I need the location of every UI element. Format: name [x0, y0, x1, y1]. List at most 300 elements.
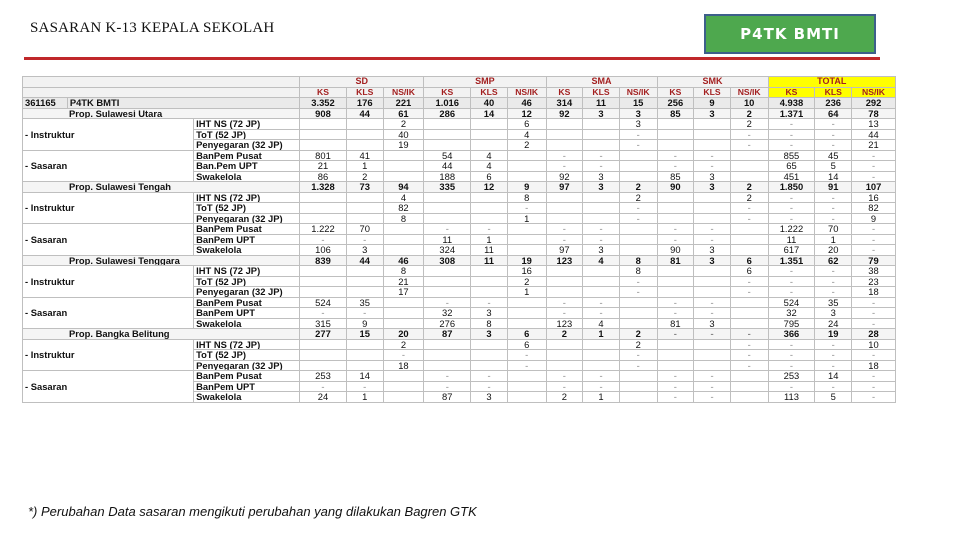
- value-cell: [346, 350, 383, 361]
- value-cell: 14: [815, 171, 852, 182]
- value-cell: -: [471, 224, 508, 235]
- value-cell: 1.222: [768, 224, 815, 235]
- value-cell: 9: [694, 98, 731, 109]
- value-cell: [546, 276, 583, 287]
- table-row: [23, 266, 896, 277]
- value-cell: -: [657, 381, 694, 392]
- table-row: [23, 339, 896, 350]
- value-cell: [471, 360, 508, 371]
- value-cell: -: [852, 150, 896, 161]
- value-cell: [694, 266, 731, 277]
- value-cell: -: [546, 371, 583, 382]
- value-cell: -: [852, 224, 896, 235]
- value-cell: 324: [424, 245, 471, 256]
- value-cell: [619, 308, 657, 319]
- value-cell: [619, 381, 657, 392]
- value-cell: 451: [768, 171, 815, 182]
- value-cell: 123: [546, 255, 583, 266]
- value-cell: [730, 245, 768, 256]
- value-cell: [657, 360, 694, 371]
- value-cell: 91: [815, 182, 852, 193]
- value-cell: 8: [507, 192, 546, 203]
- value-cell: [619, 297, 657, 308]
- value-cell: 41: [346, 150, 383, 161]
- value-cell: [730, 171, 768, 182]
- value-cell: [694, 276, 731, 287]
- province-label: Prop. Bangka Belitung: [23, 329, 300, 340]
- value-cell: 32: [768, 308, 815, 319]
- value-cell: 308: [424, 255, 471, 266]
- activity-label: BanPem UPT: [194, 381, 300, 392]
- category-label: - Instruktur: [23, 266, 194, 298]
- value-cell: 4: [471, 161, 508, 172]
- value-cell: 236: [815, 98, 852, 109]
- table-row: [23, 329, 896, 340]
- value-cell: 107: [852, 182, 896, 193]
- value-cell: [383, 245, 424, 256]
- value-cell: [619, 318, 657, 329]
- value-cell: [346, 129, 383, 140]
- value-cell: [657, 119, 694, 130]
- value-cell: [424, 287, 471, 298]
- value-cell: -: [619, 140, 657, 151]
- value-cell: -: [583, 234, 620, 245]
- value-cell: [507, 245, 546, 256]
- sub-header: KLS: [583, 87, 620, 98]
- value-cell: [383, 171, 424, 182]
- value-cell: 908: [300, 108, 347, 119]
- value-cell: 8: [619, 266, 657, 277]
- value-cell: -: [694, 161, 731, 172]
- value-cell: [471, 129, 508, 140]
- value-cell: 11: [471, 255, 508, 266]
- table-row: [23, 371, 896, 382]
- activity-label: BanPem Pusat: [194, 297, 300, 308]
- category-label: - Instruktur: [23, 339, 194, 371]
- value-cell: [383, 381, 424, 392]
- value-cell: [694, 350, 731, 361]
- value-cell: [694, 119, 731, 130]
- value-cell: 44: [346, 108, 383, 119]
- value-cell: [657, 287, 694, 298]
- value-cell: 85: [657, 108, 694, 119]
- value-cell: 2: [507, 140, 546, 151]
- value-cell: -: [815, 203, 852, 214]
- value-cell: 6: [507, 339, 546, 350]
- value-cell: -: [694, 150, 731, 161]
- value-cell: 2: [346, 171, 383, 182]
- value-cell: -: [657, 392, 694, 403]
- value-cell: [507, 234, 546, 245]
- value-cell: -: [730, 129, 768, 140]
- activity-label: ToT (52 JP): [194, 129, 300, 140]
- value-cell: [694, 213, 731, 224]
- value-cell: [694, 129, 731, 140]
- value-cell: 14: [815, 371, 852, 382]
- value-cell: 92: [546, 171, 583, 182]
- value-cell: -: [815, 129, 852, 140]
- value-cell: [300, 119, 347, 130]
- value-cell: 79: [852, 255, 896, 266]
- value-cell: -: [546, 234, 583, 245]
- sub-header: NS/IK: [619, 87, 657, 98]
- value-cell: [730, 161, 768, 172]
- activity-label: Swakelola: [194, 245, 300, 256]
- value-cell: 11: [583, 98, 620, 109]
- activity-label: Penyegaran (32 JP): [194, 360, 300, 371]
- value-cell: 113: [768, 392, 815, 403]
- value-cell: 188: [424, 171, 471, 182]
- activity-label: Penyegaran (32 JP): [194, 287, 300, 298]
- value-cell: 2: [383, 339, 424, 350]
- value-cell: [694, 192, 731, 203]
- value-cell: -: [730, 213, 768, 224]
- activity-label: IHT NS (72 JP): [194, 266, 300, 277]
- value-cell: -: [300, 234, 347, 245]
- value-cell: 24: [300, 392, 347, 403]
- sub-header: NS/IK: [383, 87, 424, 98]
- value-cell: -: [852, 297, 896, 308]
- value-cell: -: [619, 276, 657, 287]
- value-cell: -: [852, 350, 896, 361]
- value-cell: -: [546, 308, 583, 319]
- value-cell: [583, 287, 620, 298]
- value-cell: 3: [583, 182, 620, 193]
- value-cell: -: [694, 392, 731, 403]
- activity-label: Ban.Pem UPT: [194, 161, 300, 172]
- row-code: 361165: [23, 98, 68, 109]
- value-cell: -: [815, 360, 852, 371]
- value-cell: [471, 192, 508, 203]
- value-cell: [300, 203, 347, 214]
- value-cell: -: [694, 297, 731, 308]
- value-cell: -: [619, 287, 657, 298]
- value-cell: 2: [546, 329, 583, 340]
- value-cell: 3: [471, 329, 508, 340]
- value-cell: -: [546, 297, 583, 308]
- value-cell: -: [346, 308, 383, 319]
- value-cell: [694, 339, 731, 350]
- value-cell: [346, 213, 383, 224]
- value-cell: -: [815, 350, 852, 361]
- value-cell: 82: [852, 203, 896, 214]
- activity-label: IHT NS (72 JP): [194, 339, 300, 350]
- value-cell: -: [730, 329, 768, 340]
- value-cell: 3: [471, 392, 508, 403]
- value-cell: 1: [507, 213, 546, 224]
- value-cell: [383, 150, 424, 161]
- value-cell: -: [657, 161, 694, 172]
- value-cell: -: [768, 213, 815, 224]
- value-cell: 314: [546, 98, 583, 109]
- value-cell: 3: [694, 182, 731, 193]
- value-cell: [730, 392, 768, 403]
- value-cell: -: [546, 381, 583, 392]
- value-cell: 87: [424, 392, 471, 403]
- activity-label: Swakelola: [194, 392, 300, 403]
- value-cell: [383, 234, 424, 245]
- value-cell: -: [657, 371, 694, 382]
- value-cell: 4: [383, 192, 424, 203]
- value-cell: -: [694, 381, 731, 392]
- value-cell: [546, 129, 583, 140]
- value-cell: [694, 360, 731, 371]
- value-cell: [507, 371, 546, 382]
- table-row: [23, 119, 896, 130]
- value-cell: -: [730, 203, 768, 214]
- value-cell: -: [768, 266, 815, 277]
- value-cell: [346, 140, 383, 151]
- value-cell: 65: [768, 161, 815, 172]
- table-row: [23, 192, 896, 203]
- value-cell: 3.352: [300, 98, 347, 109]
- value-cell: 82: [383, 203, 424, 214]
- value-cell: 90: [657, 182, 694, 193]
- value-cell: 38: [852, 266, 896, 277]
- value-cell: 64: [815, 108, 852, 119]
- value-cell: [471, 287, 508, 298]
- value-cell: [424, 339, 471, 350]
- value-cell: -: [657, 150, 694, 161]
- value-cell: 3: [583, 171, 620, 182]
- value-cell: -: [768, 129, 815, 140]
- value-cell: 1: [815, 234, 852, 245]
- value-cell: [583, 213, 620, 224]
- sub-header: KLS: [471, 87, 508, 98]
- value-cell: -: [730, 360, 768, 371]
- value-cell: [300, 140, 347, 151]
- table-row: [23, 297, 896, 308]
- value-cell: [619, 161, 657, 172]
- value-cell: [300, 276, 347, 287]
- value-cell: 3: [694, 255, 731, 266]
- value-cell: [619, 392, 657, 403]
- value-cell: [694, 203, 731, 214]
- value-cell: 3: [694, 171, 731, 182]
- value-cell: -: [424, 297, 471, 308]
- value-cell: [471, 203, 508, 214]
- value-cell: [730, 381, 768, 392]
- table-row: [23, 255, 896, 266]
- value-cell: 276: [424, 318, 471, 329]
- value-cell: 23: [852, 276, 896, 287]
- value-cell: 3: [583, 108, 620, 119]
- value-cell: 4: [583, 318, 620, 329]
- value-cell: 3: [815, 308, 852, 319]
- value-cell: 256: [657, 98, 694, 109]
- value-cell: 5: [815, 392, 852, 403]
- value-cell: -: [583, 161, 620, 172]
- sub-header: NS/IK: [852, 87, 896, 98]
- group-header-smk: SMK: [657, 77, 768, 88]
- value-cell: -: [768, 119, 815, 130]
- value-cell: 292: [852, 98, 896, 109]
- value-cell: [657, 350, 694, 361]
- sub-header: KLS: [346, 87, 383, 98]
- value-cell: -: [768, 140, 815, 151]
- value-cell: 1.371: [768, 108, 815, 119]
- value-cell: 2: [619, 192, 657, 203]
- value-cell: [619, 234, 657, 245]
- value-cell: -: [694, 224, 731, 235]
- value-cell: -: [815, 381, 852, 392]
- value-cell: [507, 161, 546, 172]
- value-cell: 6: [730, 255, 768, 266]
- value-cell: -: [619, 213, 657, 224]
- value-cell: -: [424, 371, 471, 382]
- value-cell: 90: [657, 245, 694, 256]
- value-cell: -: [815, 213, 852, 224]
- value-cell: 45: [815, 150, 852, 161]
- value-cell: -: [768, 203, 815, 214]
- value-cell: 24: [815, 318, 852, 329]
- table-row: [23, 182, 896, 193]
- value-cell: -: [730, 276, 768, 287]
- value-cell: 11: [424, 234, 471, 245]
- value-cell: 92: [546, 108, 583, 119]
- value-cell: 1.351: [768, 255, 815, 266]
- value-cell: 28: [852, 329, 896, 340]
- value-cell: [424, 140, 471, 151]
- value-cell: 221: [383, 98, 424, 109]
- value-cell: 9: [507, 182, 546, 193]
- value-cell: 839: [300, 255, 347, 266]
- table-row: [23, 150, 896, 161]
- value-cell: 61: [383, 108, 424, 119]
- value-cell: [300, 266, 347, 277]
- value-cell: -: [507, 350, 546, 361]
- value-cell: 335: [424, 182, 471, 193]
- value-cell: 19: [383, 140, 424, 151]
- value-cell: 10: [730, 98, 768, 109]
- value-cell: -: [815, 266, 852, 277]
- value-cell: -: [619, 129, 657, 140]
- value-cell: [424, 360, 471, 371]
- value-cell: 44: [852, 129, 896, 140]
- activity-label: IHT NS (72 JP): [194, 192, 300, 203]
- value-cell: 2: [730, 192, 768, 203]
- table-row: [23, 108, 896, 119]
- value-cell: 12: [471, 182, 508, 193]
- value-cell: [471, 119, 508, 130]
- value-cell: [300, 360, 347, 371]
- value-cell: 253: [768, 371, 815, 382]
- value-cell: -: [768, 339, 815, 350]
- header-row-sub: [23, 87, 896, 98]
- value-cell: [583, 129, 620, 140]
- value-cell: 801: [300, 150, 347, 161]
- value-cell: [383, 161, 424, 172]
- value-cell: 35: [346, 297, 383, 308]
- value-cell: [300, 192, 347, 203]
- value-cell: 8: [619, 255, 657, 266]
- value-cell: [346, 203, 383, 214]
- value-cell: -: [300, 381, 347, 392]
- value-cell: -: [583, 371, 620, 382]
- value-cell: [346, 339, 383, 350]
- value-cell: 795: [768, 318, 815, 329]
- value-cell: [619, 245, 657, 256]
- value-cell: [583, 119, 620, 130]
- value-cell: [383, 392, 424, 403]
- value-cell: [619, 150, 657, 161]
- value-cell: [300, 287, 347, 298]
- value-cell: -: [619, 203, 657, 214]
- value-cell: [424, 203, 471, 214]
- value-cell: 11: [768, 234, 815, 245]
- value-cell: 6: [471, 171, 508, 182]
- value-cell: [546, 266, 583, 277]
- value-cell: [546, 192, 583, 203]
- value-cell: [383, 297, 424, 308]
- activity-label: BanPem UPT: [194, 234, 300, 245]
- value-cell: 2: [730, 182, 768, 193]
- value-cell: -: [768, 276, 815, 287]
- value-cell: 14: [471, 108, 508, 119]
- header-row-groups: [23, 77, 896, 88]
- value-cell: -: [852, 245, 896, 256]
- value-cell: [424, 276, 471, 287]
- value-cell: [657, 140, 694, 151]
- value-cell: [546, 287, 583, 298]
- sub-header: KS: [300, 87, 347, 98]
- value-cell: [471, 350, 508, 361]
- value-cell: [346, 287, 383, 298]
- value-cell: 6: [730, 266, 768, 277]
- value-cell: 19: [815, 329, 852, 340]
- value-cell: [300, 350, 347, 361]
- value-cell: [346, 192, 383, 203]
- value-cell: -: [852, 234, 896, 245]
- category-label: - Instruktur: [23, 192, 194, 224]
- value-cell: -: [730, 339, 768, 350]
- value-cell: [424, 266, 471, 277]
- value-cell: [383, 318, 424, 329]
- value-cell: 97: [546, 182, 583, 193]
- value-cell: -: [852, 318, 896, 329]
- value-cell: -: [583, 224, 620, 235]
- activity-label: BanPem Pusat: [194, 371, 300, 382]
- value-cell: 2: [730, 119, 768, 130]
- value-cell: [583, 140, 620, 151]
- value-cell: [583, 266, 620, 277]
- value-cell: 2: [507, 276, 546, 287]
- value-cell: [619, 224, 657, 235]
- value-cell: [507, 171, 546, 182]
- value-cell: 86: [300, 171, 347, 182]
- activity-label: IHT NS (72 JP): [194, 119, 300, 130]
- value-cell: 286: [424, 108, 471, 119]
- value-cell: [583, 192, 620, 203]
- value-cell: [657, 266, 694, 277]
- value-cell: [694, 140, 731, 151]
- value-cell: -: [852, 308, 896, 319]
- activity-label: BanPem Pusat: [194, 224, 300, 235]
- header-blank: [23, 87, 300, 98]
- value-cell: -: [619, 360, 657, 371]
- table-row: [23, 224, 896, 235]
- value-cell: [471, 266, 508, 277]
- value-cell: -: [657, 297, 694, 308]
- value-cell: -: [657, 308, 694, 319]
- value-cell: 9: [346, 318, 383, 329]
- value-cell: -: [507, 203, 546, 214]
- value-cell: 524: [768, 297, 815, 308]
- value-cell: -: [583, 308, 620, 319]
- value-cell: 1: [346, 161, 383, 172]
- value-cell: 6: [507, 119, 546, 130]
- value-cell: 21: [300, 161, 347, 172]
